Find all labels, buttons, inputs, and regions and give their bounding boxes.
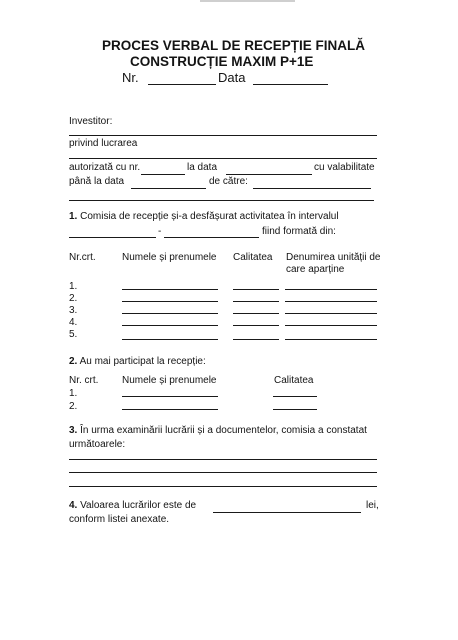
s1-row-calitatea-blank: [233, 325, 279, 326]
pana-la-data-label: până la data: [69, 176, 125, 187]
s2-row-nume-blank: [122, 396, 218, 397]
s2-header-calitatea: Calitatea: [274, 375, 314, 386]
section3-line-3: [69, 486, 377, 487]
investitor-label: Investitor:: [69, 116, 113, 127]
s2-row-calitatea-blank: [273, 396, 317, 397]
autorizata-nr-blank: [141, 174, 185, 175]
section1-number: 1.: [69, 211, 78, 222]
section2-title: Au mai participat la recepție:: [79, 356, 206, 367]
section3-line-1: [69, 459, 377, 460]
valoare-blank: [213, 512, 361, 513]
investitor-line: [69, 135, 377, 136]
s2-header-nume: Numele și prenumele: [122, 375, 217, 386]
nr-blank: [148, 84, 216, 85]
s2-row-number: 1.: [69, 388, 78, 399]
nr-label: Nr.: [122, 70, 139, 85]
s1-row-number: 1.: [69, 281, 78, 292]
s1-row-calitatea-blank: [233, 301, 279, 302]
s2-row-calitatea-blank: [273, 409, 317, 410]
data-blank: [253, 84, 328, 85]
fiind-formata-label: fiind formată din:: [262, 226, 336, 237]
s1-row-calitatea-blank: [233, 339, 279, 340]
section3-line2: următoarele:: [69, 439, 126, 450]
la-data-label: la data: [187, 162, 218, 173]
s1-row-denumire-blank: [285, 339, 377, 340]
s1-header-nume: Numele și prenumele: [122, 252, 217, 263]
s1-row-number: 4.: [69, 317, 78, 328]
de-catre-label: de către:: [209, 176, 248, 187]
s1-row-nume-blank: [122, 339, 218, 340]
s1-row-number: 5.: [69, 329, 78, 340]
interval-start-blank: [69, 237, 156, 238]
section3-line-2: [69, 472, 377, 473]
title-line-2: CONSTRUCȚIE MAXIM P+1E: [130, 54, 314, 69]
s1-header-nrcrt: Nr.crt.: [69, 252, 96, 263]
section4-line1: [69, 500, 196, 511]
s1-row-number: 2.: [69, 293, 78, 304]
title-line-1: PROCES VERBAL DE RECEPȚIE FINALĂ: [102, 38, 366, 53]
s1-row-nume-blank: [122, 325, 218, 326]
section4-lei: lei,: [366, 500, 379, 511]
de-catre-blank: [253, 188, 371, 189]
s1-row-calitatea-blank: [233, 313, 279, 314]
pana-la-data-blank: [131, 188, 206, 189]
s1-row-denumire-blank: [285, 325, 377, 326]
s2-header-nrcrt: Nr. crt.: [69, 375, 99, 386]
section3-number: 3.: [69, 425, 78, 436]
privind-line: [69, 158, 377, 159]
data-label: Data: [218, 70, 246, 85]
s1-row-nume-blank: [122, 313, 218, 314]
interval-end-blank: [164, 237, 259, 238]
s1-header-calitatea: Calitatea: [233, 252, 273, 263]
interval-dash: -: [158, 226, 162, 237]
de-catre-line-2: [69, 200, 374, 201]
s1-header-denumirea-2: care aparține: [286, 264, 345, 275]
privind-label: privind lucrarea: [69, 138, 138, 149]
s1-row-number: 3.: [69, 305, 78, 316]
section1-line1: Comisia de recepție și-a desfășurat activitatea în intervalul: [80, 211, 339, 222]
s1-row-nume-blank: [122, 289, 218, 290]
section4-line2: conform listei anexate.: [69, 514, 170, 525]
s1-header-denumirea-1: Denumirea unității de: [286, 252, 381, 263]
section3-text: În urma examinării lucrării și a documentelor, comisia a constatat: [80, 425, 367, 436]
section1-text: [69, 211, 339, 222]
s2-row-number: 2.: [69, 401, 78, 412]
cu-valabilitate-label: cu valabilitate: [314, 162, 375, 173]
section2-heading: [69, 356, 206, 367]
s1-row-nume-blank: [122, 301, 218, 302]
s1-row-calitatea-blank: [233, 289, 279, 290]
la-data-blank: [226, 174, 312, 175]
section4-number: 4.: [69, 500, 78, 511]
section3-line1: [69, 425, 367, 436]
s1-row-denumire-blank: [285, 301, 377, 302]
section4-text-before: Valoarea lucrărilor este de: [80, 500, 197, 511]
autorizata-label: autorizată cu nr.: [69, 162, 141, 173]
s1-row-denumire-blank: [285, 313, 377, 314]
s1-row-denumire-blank: [285, 289, 377, 290]
scan-artifact: [200, 0, 295, 2]
section2-number: 2.: [69, 356, 78, 367]
s2-row-nume-blank: [122, 409, 218, 410]
